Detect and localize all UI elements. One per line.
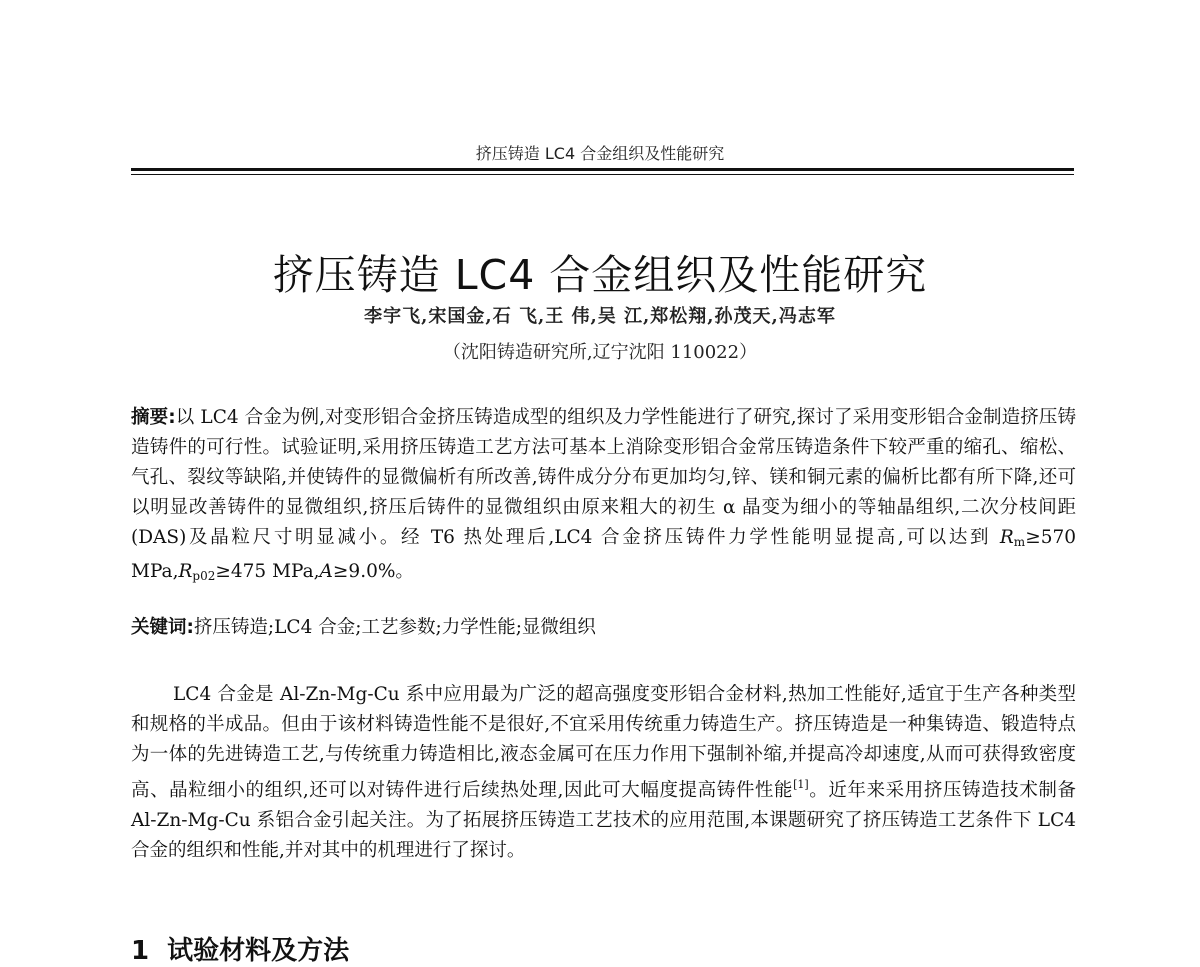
- intro-part2: 。近年来采用挤压铸造技术制备 Al-Zn-Mg-Cu 系铝合金引起关注。为了拓展挤压铸造工艺技术的应用范围,本课题研究了挤压铸造工艺条件下 LC4 合金的组织和性能,并对其中的机理进行了探讨。: [131, 780, 1076, 861]
- a-value: ≥9.0%。: [332, 561, 414, 582]
- intro-paragraph: [131, 680, 1076, 866]
- running-header: 挤压铸造 LC4 合金组织及性能研究: [475, 144, 725, 163]
- authors: 李宇飞,宋国金,石 飞,王 伟,吴 江,郑松翔,孙茂天,冯志军: [364, 306, 836, 327]
- rm-symbol: R: [999, 527, 1014, 548]
- keywords: [131, 613, 1076, 643]
- header-rule-thick: [131, 168, 1074, 171]
- a-symbol: A: [319, 561, 333, 582]
- keywords-label: 关键词:: [131, 617, 194, 638]
- rp-value: ≥475 MPa,: [215, 561, 320, 582]
- rm-value: ≥570 MPa,: [131, 527, 1076, 582]
- rm-subscript: m: [1013, 535, 1026, 549]
- rp-subscript: p02: [192, 569, 216, 583]
- header-rule-thin: [131, 174, 1074, 175]
- rp-symbol: R: [178, 561, 193, 582]
- section-title: 试验材料及方法: [167, 936, 350, 966]
- citation-ref: [1]: [793, 778, 809, 791]
- affiliation: （沈阳铸造研究所,辽宁沈阳 110022）: [442, 342, 758, 363]
- paper-title: 挤压铸造 LC4 合金组织及性能研究: [272, 251, 928, 299]
- section-number: 1: [131, 936, 150, 966]
- section-heading: [131, 930, 367, 967]
- abstract-label: 摘要:: [131, 407, 176, 428]
- keywords-text: 挤压铸造;LC4 合金;工艺参数;力学性能;显微组织: [193, 617, 596, 638]
- abstract: [131, 403, 1076, 591]
- intro-part1: LC4 合金是 Al-Zn-Mg-Cu 系中应用最为广泛的超高强度变形铝合金材料,热加工性能好,适宜于生产各种类型和规格的半成品。但由于该材料铸造性能不是很好,不宜采用传统重力铸造生产。挤压铸造是一种集铸造、锻造特点为一体的先进铸造工艺,与传统重力铸造相比,液态金属可在压力作用下强制补缩,并提高冷却速度,从而可获得致密度高、晶粒细小的组织,还可以对铸件进行后续热处理,因此可大幅度提高铸件性能: [131, 684, 1076, 801]
- abstract-text: 以 LC4 合金为例,对变形铝合金挤压铸造成型的组织及力学性能进行了研究,探讨了采用变形铝合金制造挤压铸造铸件的可行性。试验证明,采用挤压铸造工艺方法可基本上消除变形铝合金常压铸造条件下较严重的缩孔、缩松、气孔、裂纹等缺陷,并使铸件的显微偏析有所改善,铸件成分分布更加均匀,锌、镁和铜元素的偏析比都有所下降,还可以明显改善铸件的显微组织,挤压后铸件的显微组织由原来粗大的初生 α 晶变为细小的等轴晶组织,二次分枝间距(DAS)及晶粒尺寸明显减小。经 T6 热处理后,LC4 合金挤压铸件力学性能明显提高,可以达到: [131, 407, 1076, 548]
